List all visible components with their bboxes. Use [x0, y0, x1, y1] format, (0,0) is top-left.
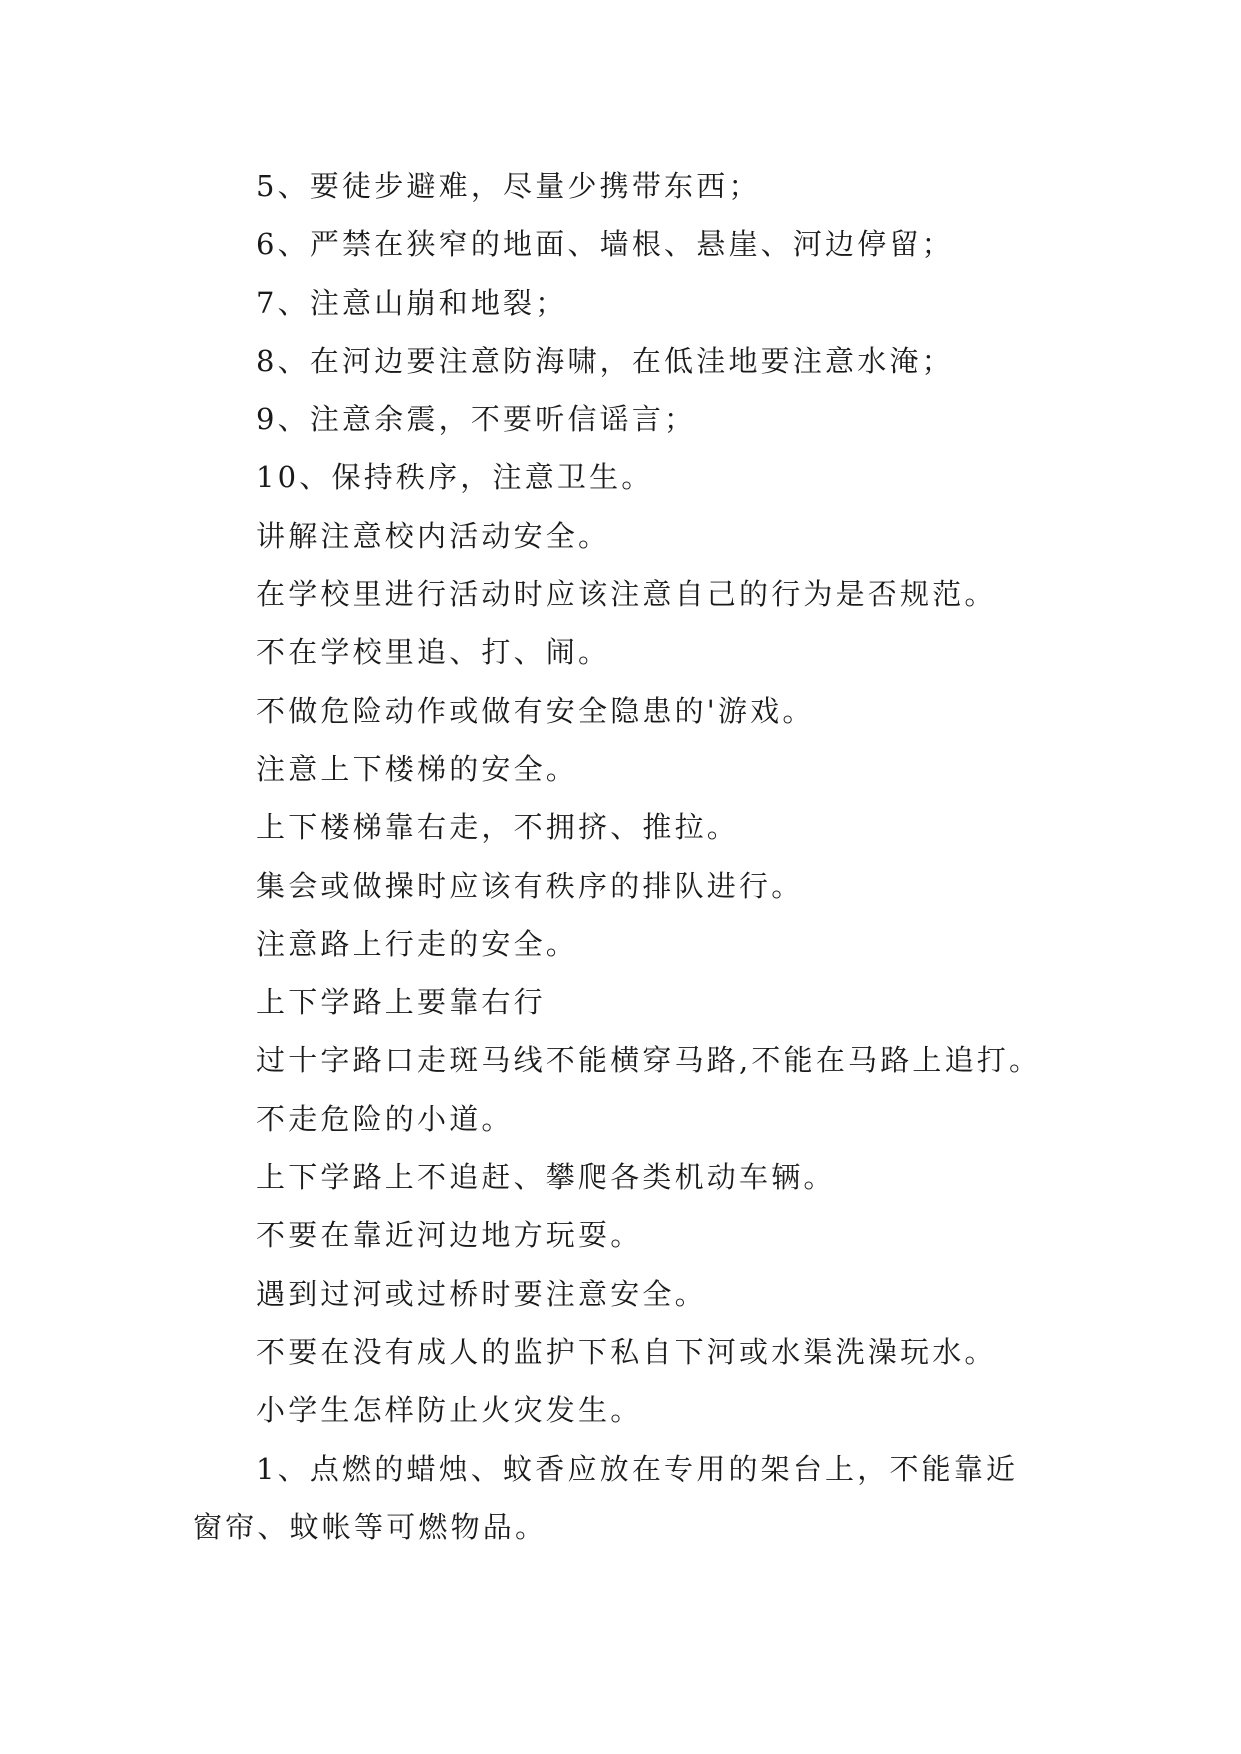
text-line: 上下楼梯靠右走，不拥挤、推拉。: [256, 810, 740, 845]
text-line: 遇到过河或过桥时要注意安全。: [256, 1276, 707, 1311]
text-line: 不做危险动作或做有安全隐患的'游戏。: [256, 693, 815, 728]
text-line: 小学生怎样防止火灾发生。: [256, 1393, 643, 1428]
text-line: 不要在没有成人的监护下私自下河或水渠洗澡玩水。: [256, 1334, 997, 1369]
text-line: 集会或做操时应该有秩序的排队进行。: [256, 868, 804, 903]
text-line: 上下学路上要靠右行: [256, 985, 546, 1020]
text-line: 5、要徒步避难，尽量少携带东西；: [256, 169, 761, 203]
text-line: 9、注意余震，不要听信谣言；: [256, 402, 697, 437]
text-line: 注意上下楼梯的安全。: [256, 751, 579, 786]
text-line: 过十字路口走斑马线不能横穿马路,不能在马路上追打。: [256, 1043, 1042, 1078]
text-line: 10、保持秩序，注意卫生。: [256, 460, 654, 495]
text-line: 讲解注意校内活动安全。: [256, 518, 611, 553]
document-body: [193, 157, 1053, 1556]
text-line: 在学校里进行活动时应该注意自己的行为是否规范。: [256, 577, 997, 612]
text-line: 7、注意山崩和地裂；: [256, 285, 568, 320]
text-line: 6、严禁在狭窄的地面、墙根、悬崖、河边停留；: [256, 227, 954, 262]
text-line: 上下学路上不追赶、攀爬各类机动车辆。: [256, 1160, 836, 1195]
text-line: 注意路上行走的安全。: [256, 926, 579, 961]
text-line: 8、在河边要注意防海啸，在低洼地要注意水淹；: [256, 343, 954, 378]
text-line: 不在学校里追、打、闹。: [256, 635, 611, 670]
text-line: 不走危险的小道。: [256, 1101, 514, 1136]
text-line: 不要在靠近河边地方玩耍。: [256, 1218, 643, 1253]
text-line-continuation: 窗帘、蚊帐等可燃物品。: [193, 1509, 548, 1544]
text-line: 1、点燃的蜡烛、蚊香应放在专用的架台上，不能靠近: [256, 1451, 1019, 1486]
